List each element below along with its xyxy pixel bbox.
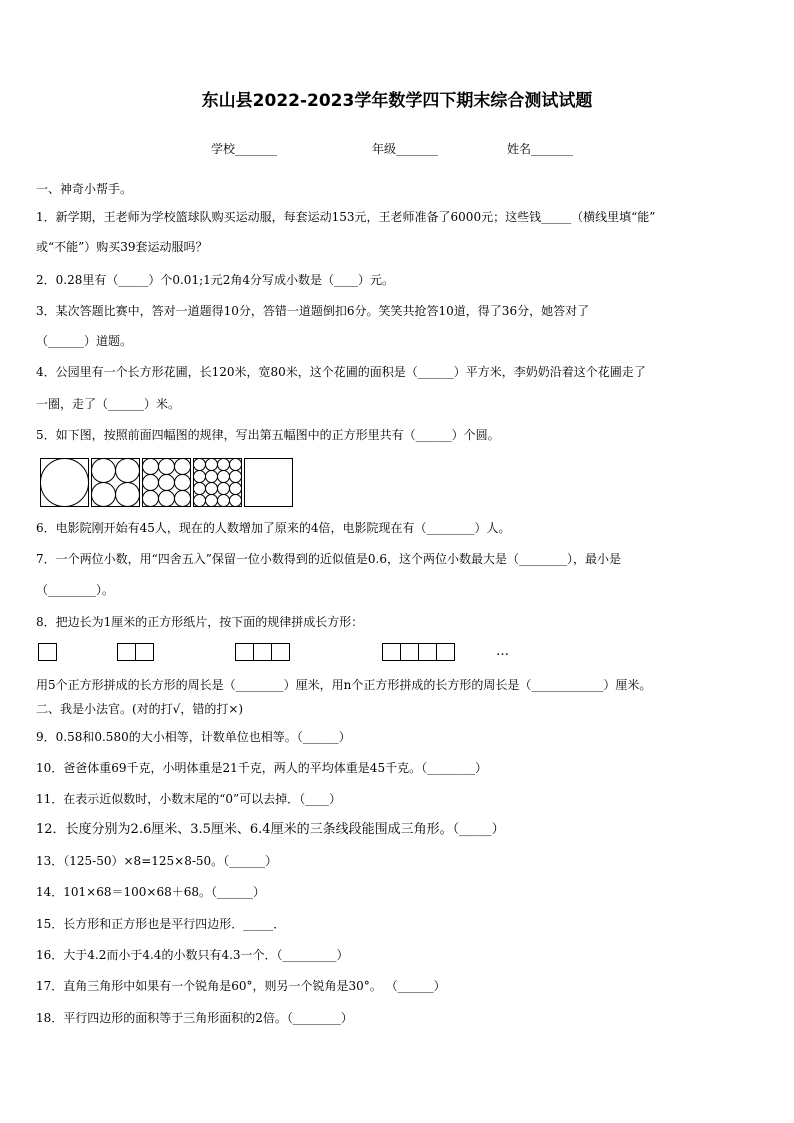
page-title: 东山县2022-2023学年数学四下期末综合测试试题 xyxy=(201,91,593,111)
question-5: 5．如下图，按照前面四幅图的规律，写出第五幅图中的正方形里共有（______）个圆。 xyxy=(36,428,500,442)
question-11: 11．在表示近似数时，小数末尾的“0”可以去掉．（____） xyxy=(36,792,342,806)
question-13: 13．（125-50）×8=125×8-50。（______） xyxy=(36,854,278,868)
question-3-cont: （______）道题。 xyxy=(36,334,133,348)
circle-pattern-figure xyxy=(40,458,296,508)
pattern-square-3 xyxy=(143,459,191,507)
question-9: 9．0.58和0.580的大小相等，计数单位也相等。（______） xyxy=(36,730,351,744)
question-6: 6．电影院刚开始有45人，现在的人数增加了原来的4倍，电影院现在有（________）人。 xyxy=(36,521,511,535)
strip-3 xyxy=(236,644,290,661)
name-field: 姓名_______ xyxy=(507,142,574,156)
section-heading-1: 一、神奇小帮手。 xyxy=(36,182,133,196)
pattern-square-5-empty xyxy=(245,459,293,507)
question-18: 18．平行四边形的面积等于三角形面积的2倍。（________） xyxy=(36,1011,353,1025)
ellipsis: … xyxy=(496,644,509,659)
question-16: 16．大于4.2而小于4.4的小数只有4.3一个．（_________） xyxy=(36,948,349,962)
question-4-cont: 一圈，走了（______）米。 xyxy=(36,397,181,411)
pattern-circle xyxy=(41,459,89,507)
question-17: 17．直角三角形中如果有一个锐角是60°，则另一个锐角是30°。 （______） xyxy=(36,979,446,993)
question-15: 15．长方形和正方形也是平行四边形．_____． xyxy=(36,917,286,931)
question-1-cont: 或“不能”）购买39套运动服吗？ xyxy=(36,240,208,254)
question-4: 4．公园里有一个长方形花圃，长120米，宽80米，这个花圃的面积是（______）平方米，李奶奶沿着这个花圃走了 xyxy=(36,365,646,379)
question-14: 14．101×68＝100×68＋68。（______） xyxy=(36,885,265,899)
question-1: 1．新学期，王老师为学校篮球队购买运动服，每套运动153元，王老师准备了6000元；这些钱_____（横线里填“能” xyxy=(36,210,656,224)
question-10: 10．爸爸体重69千克，小明体重是21千克，两人的平均体重是45千克。（________） xyxy=(36,761,488,775)
strip-1 xyxy=(39,644,57,661)
question-8: 8．把边长为1厘米的正方形纸片，按下面的规律拼成长方形： xyxy=(36,615,364,629)
question-3: 3．某次答题比赛中，答对一道题得10分，答错一道题倒扣6分。笑笑共抢答10道，得了36分，她答对了 xyxy=(36,304,590,318)
question-7-cont: （________）。 xyxy=(36,583,115,597)
grade-field: 年级_______ xyxy=(372,142,439,156)
question-12: 12．长度分别为2.6厘米、3.5厘米、6.4厘米的三条线段能围成三角形。（_____） xyxy=(36,822,505,837)
section-heading-2: 二、我是小法官。(对的打√，错的打×) xyxy=(36,702,244,716)
question-8-cont: 用5个正方形拼成的长方形的周长是（________）厘米，用n个正方形拼成的长方形的周长是（____________）厘米。 xyxy=(36,678,652,692)
question-7: 7．一个两位小数，用“四舍五入”保留一位小数得到的近似值是0.6，这个两位小数最大是（________），最小是 xyxy=(36,552,621,566)
pattern-square-2 xyxy=(92,459,140,507)
school-field: 学校_______ xyxy=(211,142,278,156)
question-2: 2．0.28里有（_____）个0.01;1元2角4分写成小数是（____）元。 xyxy=(36,273,395,287)
square-strip-figure xyxy=(38,643,458,663)
